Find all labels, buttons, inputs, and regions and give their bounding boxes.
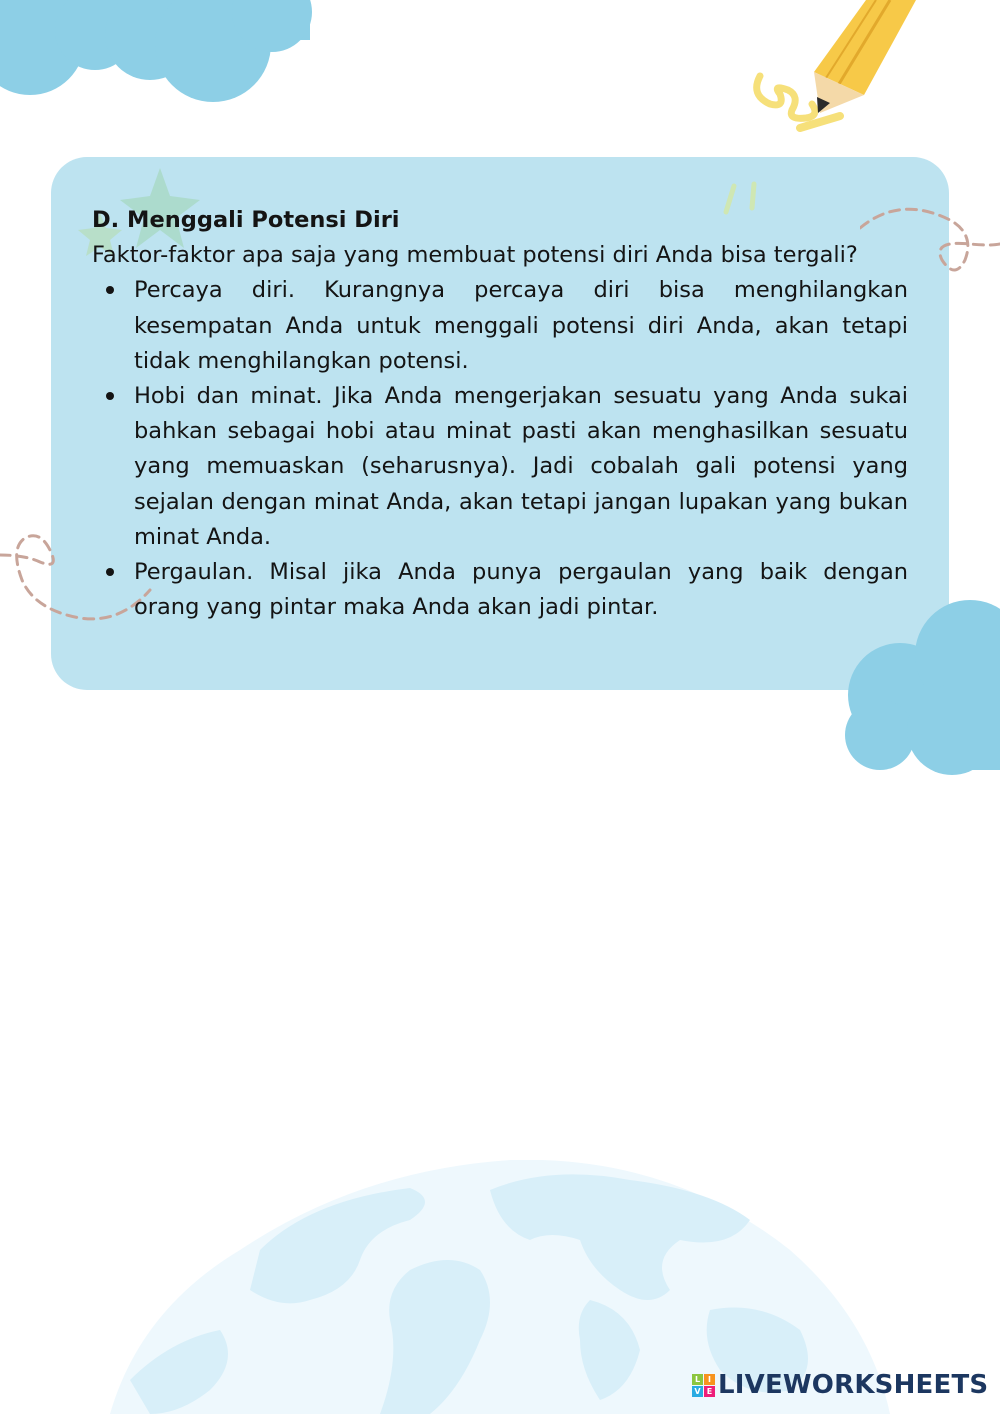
section-question: Faktor-faktor apa saja yang membuat potensi diri Anda bisa tergali? [92, 242, 858, 269]
logo-text: LIVEWORKSHEETS [718, 1370, 989, 1400]
cloud-right-decoration [840, 600, 1000, 780]
logo-letter-l: L [692, 1374, 703, 1385]
list-item: Pergaulan. Misal jika Anda punya pergaulan yang baik dengan orang yang pintar maka Anda akan jadi pintar. [134, 555, 908, 625]
liveworksheets-logo [692, 1370, 988, 1400]
logo-letter-v: V [692, 1386, 703, 1397]
logo-mark-icon [692, 1374, 715, 1397]
section-heading: D. Menggali Potensi Diri [92, 207, 400, 233]
points-list [92, 273, 908, 625]
list-item: Hobi dan minat. Jika Anda mengerjakan sesuatu yang Anda sukai bahkan sebagai hobi atau minat pasti akan menghasilkan sesuatu yang memuaskan (seharusnya). Jadi cobalah gali potensi yang sejalan dengan minat Anda, akan tetapi jangan lupakan yang bukan minat Anda. [134, 379, 908, 555]
list-item: Percaya diri. Kurangnya percaya diri bisa menghilangkan kesempatan Anda untuk menggali potensi diri Anda, akan tetapi tidak menghilangkan potensi. [134, 273, 908, 379]
section-content [92, 203, 908, 625]
cloud-top-left-decoration [0, 0, 320, 110]
logo-letter-e: E [704, 1386, 715, 1397]
logo-letter-i: I [704, 1374, 715, 1385]
pencil-icon [740, 0, 940, 150]
